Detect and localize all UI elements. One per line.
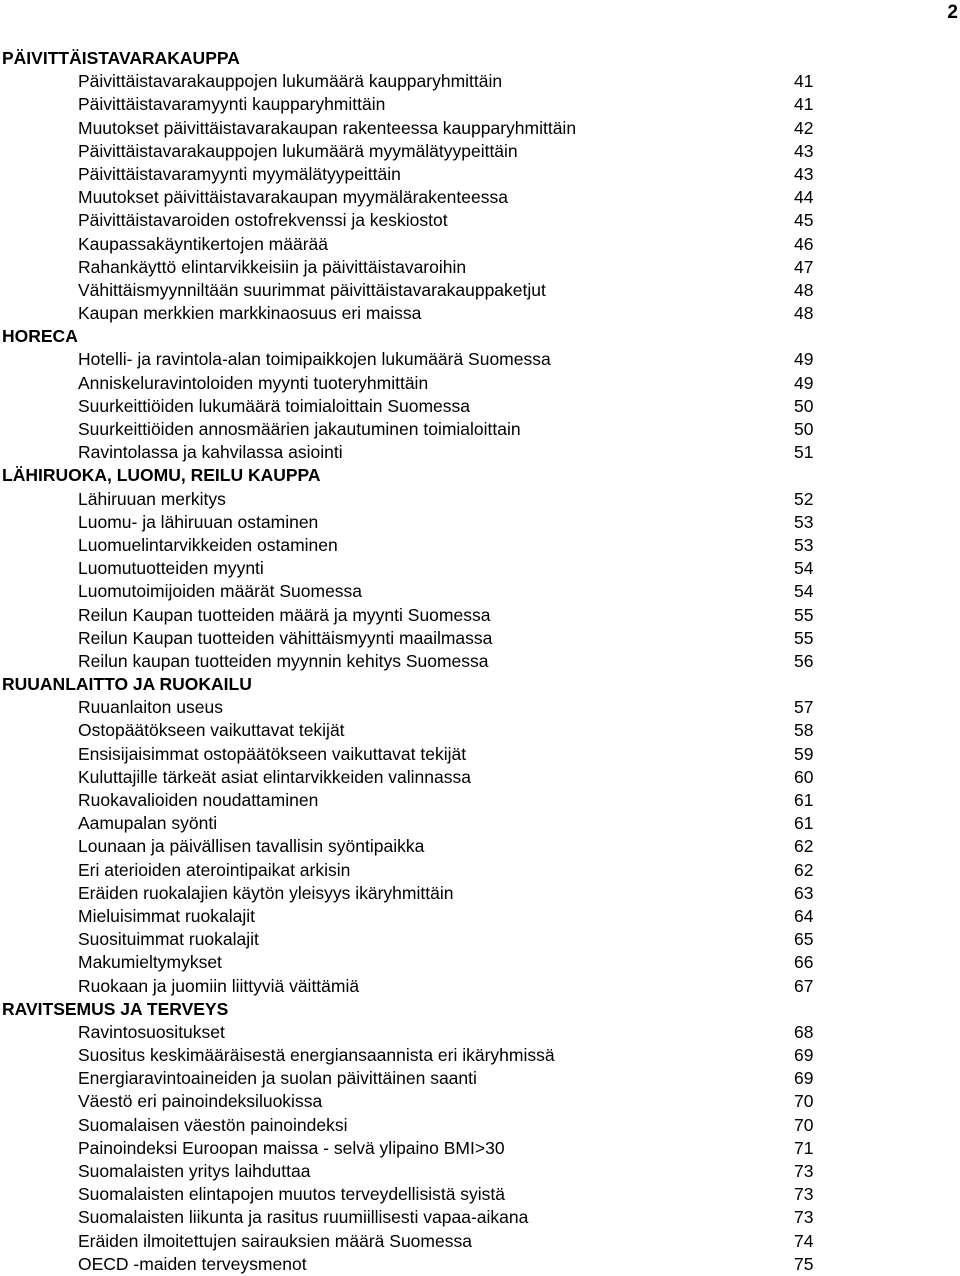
- toc-entry-page-number: 54: [794, 581, 814, 602]
- toc-entry-page-number: 50: [794, 395, 814, 416]
- toc-entry: [0, 951, 960, 974]
- toc-entry-page-number: 73: [794, 1184, 814, 1205]
- toc-entry: [0, 882, 960, 905]
- toc-entry: [0, 1230, 960, 1253]
- toc-entry: [0, 302, 960, 325]
- toc-entry: [0, 835, 960, 858]
- toc-entry: [0, 117, 960, 140]
- toc-entry: [0, 604, 960, 627]
- toc-entry-page-number: 42: [794, 117, 814, 138]
- toc-entry-page-number: 48: [794, 279, 814, 300]
- toc-entry-title: Kaupan merkkien markkinaosuus eri maissa: [78, 303, 422, 324]
- toc-entry-title: Ostopäätökseen vaikuttavat tekijät: [78, 720, 345, 741]
- toc-entry: [0, 256, 960, 279]
- toc-entry: [0, 1090, 960, 1113]
- toc-entry-page-number: 62: [794, 836, 814, 857]
- toc-entry-title: Lounaan ja päivällisen tavallisin syöntipaikka: [78, 836, 425, 857]
- toc-entry-title: Päivittäistavaramyynti myymälätyypeittäin: [78, 163, 401, 184]
- toc-entry-title: Eräiden ilmoitettujen sairauksien määrä Suomessa: [78, 1230, 472, 1251]
- toc-entry-page-number: 61: [794, 790, 814, 810]
- toc-entry: [0, 696, 960, 719]
- toc-entry-title: Suurkeittiöiden annosmäärien jakautuminen toimialoittain: [78, 419, 521, 439]
- toc-entry: [0, 905, 960, 928]
- toc-entry-title: Luomu- ja lähiruuan ostaminen: [78, 511, 319, 532]
- toc-entry-page-number: 41: [794, 94, 814, 115]
- toc-entry-page-number: 41: [794, 71, 814, 92]
- toc-entry-page-number: 67: [794, 975, 814, 996]
- toc-entry-page-number: 53: [794, 511, 814, 532]
- toc-entry-title: Ravintolassa ja kahvilassa asiointi: [78, 442, 343, 463]
- toc-entry: [0, 395, 960, 418]
- toc-entry-page-number: 53: [794, 534, 814, 555]
- toc-entry: [0, 441, 960, 464]
- toc-entry-page-number: 64: [794, 905, 814, 926]
- toc-entry: [0, 1044, 960, 1067]
- toc-entry: [0, 928, 960, 951]
- toc-entry-title: Vähittäismyynniltään suurimmat päivittäistavarakauppaketjut: [78, 279, 546, 300]
- toc-entry-page-number: 69: [794, 1068, 814, 1089]
- section-heading: HORECA: [2, 326, 78, 347]
- toc-entry-title: Luomuelintarvikkeiden ostaminen: [78, 534, 338, 555]
- toc-entry: [0, 1206, 960, 1229]
- toc-entry-title: Ruokavalioiden noudattaminen: [78, 790, 319, 810]
- toc-entry-page-number: 70: [794, 1091, 814, 1112]
- toc-entry-page-number: 55: [794, 604, 814, 625]
- toc-entry: [0, 859, 960, 882]
- toc-entry-title: Ruokaan ja juomiin liittyviä väittämiä: [78, 975, 360, 996]
- toc-entry-title: Suomalaisten liikunta ja rasitus ruumiillisesti vapaa-aikana: [78, 1207, 529, 1228]
- toc-entry-title: Suomalaisten elintapojen muutos terveydellisistä syistä: [78, 1184, 506, 1205]
- toc-entry: [0, 209, 960, 232]
- toc-entry-page-number: 75: [794, 1253, 814, 1274]
- toc-entry-page-number: 54: [794, 558, 814, 579]
- toc-entry-page-number: 43: [794, 163, 814, 184]
- toc-entry-title: Eri aterioiden aterointipaikat arkisin: [78, 859, 351, 880]
- toc-entry-page-number: 68: [794, 1021, 814, 1042]
- toc-entry-title: Energiaravintoaineiden ja suolan päivittäinen saanti: [78, 1068, 477, 1089]
- toc-entry-page-number: 44: [794, 187, 814, 208]
- toc-entry-title: Ruuanlaiton useus: [78, 697, 223, 718]
- toc-entry: [0, 557, 960, 580]
- toc-entry: [0, 766, 960, 789]
- toc-entry: [0, 93, 960, 116]
- toc-entry: [0, 1253, 960, 1276]
- toc-entry-title: Painoindeksi Euroopan maissa - selvä ylipaino BMI>30: [78, 1137, 505, 1158]
- toc-entry-page-number: 59: [794, 743, 814, 764]
- toc-entry-title: Aamupalan syönti: [78, 813, 218, 834]
- toc-entry-title: Rahankäyttö elintarvikkeisiin ja päivittäistavaroihin: [78, 256, 467, 277]
- toc-entry: [0, 186, 960, 209]
- toc-entry-page-number: 74: [794, 1230, 814, 1251]
- toc-entry-page-number: 73: [794, 1161, 814, 1181]
- toc-entry: [0, 1021, 960, 1044]
- toc-entry-title: Päivittäistavaroiden ostofrekvenssi ja keskiostot: [78, 210, 448, 231]
- toc-entry: [0, 348, 960, 371]
- toc-entry: [0, 511, 960, 534]
- toc-entry-page-number: 49: [794, 349, 814, 370]
- toc-entry: [0, 140, 960, 163]
- toc-entry-page-number: 48: [794, 303, 814, 324]
- toc-entry-page-number: 63: [794, 882, 814, 903]
- toc-entry: [0, 789, 960, 812]
- toc-entry-title: Reilun Kaupan tuotteiden määrä ja myynti Suomessa: [78, 604, 491, 625]
- section-heading: LÄHIRUOKA, LUOMU, REILU KAUPPA: [2, 465, 321, 486]
- toc-entry-page-number: 51: [794, 442, 814, 463]
- toc-entry: [0, 650, 960, 673]
- toc-entry-title: Päivittäistavarakauppojen lukumäärä myymälätyypeittäin: [78, 140, 518, 161]
- toc-entry: [0, 1067, 960, 1090]
- toc-entry-page-number: 71: [794, 1137, 814, 1158]
- toc-entry-page-number: 73: [794, 1207, 814, 1228]
- toc-entry-title: Makumieltymykset: [78, 952, 222, 973]
- toc-entry-page-number: 57: [794, 697, 814, 718]
- toc-entry-page-number: 60: [794, 766, 814, 787]
- toc-entry-page-number: 56: [794, 650, 814, 671]
- toc-entry-title: Suosituimmat ruokalajit: [78, 929, 259, 950]
- toc-entry-page-number: 65: [794, 929, 814, 950]
- toc-entry: [0, 233, 960, 256]
- toc-entry-page-number: 47: [794, 256, 814, 277]
- toc-entry-title: Reilun Kaupan tuotteiden vähittäismyynti maailmassa: [78, 627, 493, 648]
- toc-entry-title: Suomalaisten yritys laihduttaa: [78, 1161, 311, 1181]
- toc-entry-title: Väestö eri painoindeksiluokissa: [78, 1091, 323, 1112]
- toc-entry: [0, 1137, 960, 1160]
- toc-entry-page-number: 43: [794, 140, 814, 161]
- toc-entry: [0, 70, 960, 93]
- toc-entry-page-number: 52: [794, 488, 814, 509]
- toc-entry-title: Hotelli- ja ravintola-alan toimipaikkojen lukumäärä Suomessa: [78, 349, 551, 370]
- toc-entry-page-number: 49: [794, 372, 814, 393]
- toc-entry-title: Suositus keskimääräisestä energiansaannista eri ikäryhmissä: [78, 1045, 555, 1066]
- toc-entry-page-number: 45: [794, 210, 814, 231]
- toc-entry-title: Kuluttajille tärkeät asiat elintarvikkeiden valinnassa: [78, 766, 471, 787]
- toc-entry-page-number: 70: [794, 1114, 814, 1135]
- toc-entry: [0, 418, 960, 441]
- toc-entry: [0, 534, 960, 557]
- toc-entry-title: Ensisijaisimmat ostopäätökseen vaikuttavat tekijät: [78, 743, 467, 764]
- toc-entry-page-number: 69: [794, 1045, 814, 1066]
- toc-entry: [0, 627, 960, 650]
- toc-entry-title: Eräiden ruokalajien käytön yleisyys ikäryhmittäin: [78, 882, 454, 903]
- toc-entry-title: Suomalaisen väestön painoindeksi: [78, 1114, 348, 1135]
- toc-entry: [0, 1160, 960, 1183]
- toc-entry: [0, 488, 960, 511]
- toc-entry-page-number: 55: [794, 627, 814, 648]
- toc-entry: [0, 163, 960, 186]
- toc-entry: [0, 279, 960, 302]
- toc-entry-title: Kaupassakäyntikertojen määrää: [78, 233, 329, 254]
- toc-entry-page-number: 58: [794, 720, 814, 741]
- toc-entry: [0, 812, 960, 835]
- toc-entry: [0, 975, 960, 998]
- toc-entry: [0, 580, 960, 603]
- toc-entry: [0, 743, 960, 766]
- table-of-contents: [0, 47, 960, 1276]
- toc-entry-title: Muutokset päivittäistavarakaupan rakenteessa kaupparyhmittäin: [78, 117, 577, 138]
- toc-entry-title: Suurkeittiöiden lukumäärä toimialoittain Suomessa: [78, 395, 471, 416]
- section-heading: RAVITSEMUS JA TERVEYS: [2, 998, 229, 1019]
- toc-entry-title: Reilun kaupan tuotteiden myynnin kehitys Suomessa: [78, 650, 489, 671]
- toc-entry-title: Anniskeluravintoloiden myynti tuoteryhmittäin: [78, 372, 429, 393]
- toc-entry-title: Muutokset päivittäistavarakaupan myymälärakenteessa: [78, 187, 508, 208]
- toc-entry-title: Mieluisimmat ruokalajit: [78, 905, 255, 926]
- toc-entry: [0, 1183, 960, 1206]
- toc-entry-page-number: 66: [794, 952, 814, 973]
- toc-entry-title: Luomutuotteiden myynti: [78, 558, 264, 579]
- toc-entry-page-number: 50: [794, 419, 814, 439]
- toc-entry: [0, 372, 960, 395]
- toc-entry: [0, 719, 960, 742]
- toc-entry-page-number: 46: [794, 233, 814, 254]
- toc-entry-title: OECD -maiden terveysmenot: [78, 1253, 307, 1274]
- toc-entry: [0, 1114, 960, 1137]
- toc-entry-title: Ravintosuositukset: [78, 1021, 225, 1042]
- page-number: 2: [947, 2, 958, 23]
- section-heading: RUUANLAITTO JA RUOKAILU: [2, 674, 252, 695]
- toc-entry-title: Lähiruuan merkitys: [78, 488, 226, 509]
- toc-entry-page-number: 61: [794, 813, 814, 834]
- toc-entry-title: Päivittäistavaramyynti kaupparyhmittäin: [78, 94, 386, 115]
- section-heading: PÄIVITTÄISTAVARAKAUPPA: [2, 48, 240, 68]
- toc-entry-title: Päivittäistavarakauppojen lukumäärä kaupparyhmittäin: [78, 71, 503, 92]
- toc-entry-page-number: 62: [794, 859, 814, 880]
- toc-entry-title: Luomutoimijoiden määrät Suomessa: [78, 581, 363, 602]
